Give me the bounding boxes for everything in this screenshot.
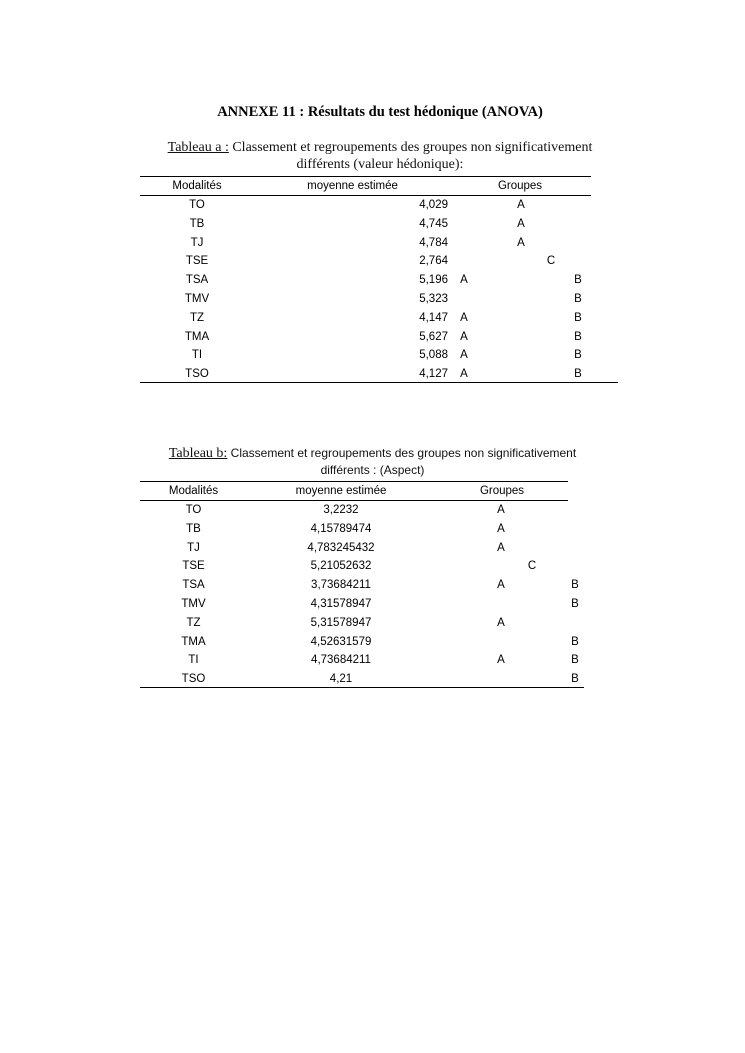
table-a-caption [140,139,620,173]
modalite-cell: TMA [181,635,206,648]
table-row [0,595,745,614]
modalite-cell: TJ [187,541,200,554]
modalite-cell: TMA [184,330,210,343]
table-row [0,633,745,652]
modalite-cell: TB [186,522,201,535]
moyenne-cell: 4,127 [419,368,448,381]
table-b-caption [150,445,595,478]
table-row [0,557,745,576]
moyenne-cell: 4,52631579 [310,635,372,648]
modalite-cell: TZ [189,311,205,324]
modalite-cell: TZ [186,616,201,629]
table-a [0,177,745,387]
table-b-top-rule [140,481,568,482]
groupe-a-cell: A [517,199,525,211]
moyenne-cell: 4,31578947 [310,598,372,610]
table-b-bottom-rule [140,687,584,688]
table-a-header-groupes: Groupes [497,180,543,192]
table-b-header-groupes: Groupes [479,485,525,497]
groupe-a-cell: A [460,330,468,343]
groupe-b-cell: B [574,330,582,343]
table-row [0,328,745,347]
modalite-cell: TSA [182,579,205,592]
table-row [0,651,745,670]
groupe-b-cell: B [571,654,579,667]
moyenne-cell: 4,147 [419,311,448,324]
moyenne-cell: 5,31578947 [310,616,372,629]
moyenne-cell: 4,745 [419,217,448,230]
table-row [0,271,745,290]
groupe-b-cell: B [574,349,582,362]
groupe-a-cell: A [517,236,525,249]
modalite-cell: TSE [185,255,209,268]
table-a-caption-text: Classement et regroupements des groupes non significativement différents (valeur hédonique): [228,140,593,172]
table-row [0,520,745,539]
table-row [0,576,745,595]
modalite-cell: TO [185,504,202,516]
moyenne-cell: 4,15789474 [310,522,372,535]
modalite-cell: TMV [184,293,210,305]
modalite-cell: TI [191,349,203,362]
table-row [0,290,745,309]
modalite-cell: TJ [190,236,204,249]
groupe-a-cell: A [497,522,505,535]
table-row [0,346,745,365]
moyenne-cell: 3,73684211 [311,579,371,592]
table-b-header-moyenne: moyenne estimée [295,485,387,497]
modalite-cell: TSA [185,274,209,287]
table-a-bottom-rule [140,382,618,383]
groupe-b-cell: B [571,579,579,592]
groupe-a-cell: A [497,541,505,554]
moyenne-cell: 5,323 [419,293,448,305]
groupe-b-cell: B [571,673,579,686]
groupe-b-cell: B [574,368,582,381]
table-a-header-moyenne: moyenne estimée [307,180,398,192]
groupe-b-cell: B [571,598,579,610]
table-a-header-modalites: Modalités [172,180,222,192]
groupe-a-cell: A [497,579,505,592]
moyenne-cell: 4,783245432 [307,541,375,554]
table-b-caption-lead: Tableau b: [168,446,228,461]
table-b-header-modalites: Modalités [168,485,219,497]
modalite-cell: TSO [185,368,209,381]
moyenne-cell: 5,088 [419,349,448,362]
moyenne-cell: 3,2232 [323,504,359,516]
moyenne-cell: 2,764 [419,255,448,268]
table-row [0,252,745,271]
table-row [0,614,745,633]
moyenne-cell: 4,784 [419,236,448,249]
table-b-caption-text: Classement et regroupements des groupes non significativement différents : (Aspect) [227,446,577,477]
table-a-caption-lead: Tableau a : [167,140,229,155]
groupe-a-cell: A [460,349,468,362]
moyenne-cell: 4,21 [329,673,353,686]
table-row [0,234,745,253]
modalite-cell: TSE [182,560,205,573]
table-row [0,215,745,234]
moyenne-cell: 5,21052632 [310,560,372,573]
groupe-a-cell: A [460,274,468,287]
table-row [0,501,745,520]
table-row [0,309,745,328]
groupe-c-cell: C [546,255,556,268]
modalite-cell: TSO [181,673,206,686]
groupe-a-cell: A [497,616,505,629]
groupe-b-cell: B [571,635,579,648]
table-row [0,539,745,558]
groupe-a-cell: A [497,654,505,667]
table-row [0,196,745,215]
table-b [0,482,745,692]
groupe-a-cell: A [460,368,468,381]
groupe-a-cell: A [460,311,468,324]
modalite-cell: TB [189,217,205,230]
moyenne-cell: 4,73684211 [311,654,371,667]
groupe-b-cell: B [574,311,582,324]
page-title: ANNEXE 11 : Résultats du test hédonique (ANOVA) [217,104,543,120]
groupe-c-cell: C [527,560,537,573]
table-a-top-rule [140,176,591,177]
modalite-cell: TMV [181,598,206,610]
groupe-a-cell: A [517,217,525,230]
moyenne-cell: 5,627 [419,330,448,343]
groupe-b-cell: B [574,293,582,305]
moyenne-cell: 5,196 [419,274,448,287]
modalite-cell: TI [188,654,199,667]
modalite-cell: TO [189,199,205,211]
groupe-a-cell: A [497,504,505,516]
moyenne-cell: 4,029 [419,199,448,211]
groupe-b-cell: B [574,274,582,287]
